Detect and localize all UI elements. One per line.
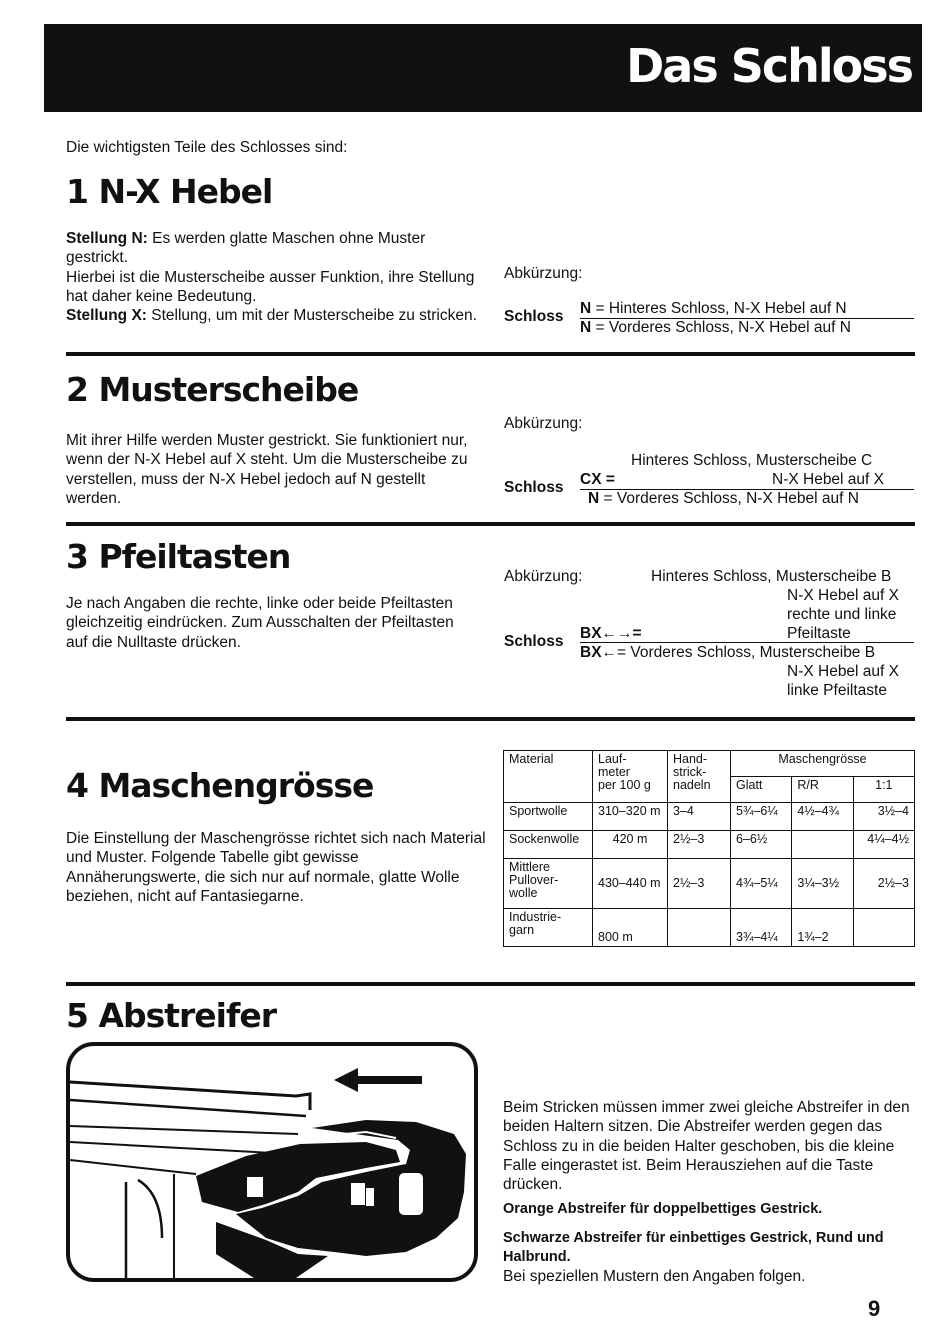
abstreifer-illustration <box>66 1042 478 1282</box>
section-3-schloss-label: Schloss <box>504 633 564 650</box>
table-cell: Mittlere Pullover- wolle <box>504 859 593 909</box>
section-5-heading: 5 Abstreifer <box>66 996 277 1035</box>
section-2-key-1: CX = <box>580 471 615 488</box>
page-title: Das Schloss <box>626 39 912 93</box>
section-1-heading: 1 N-X Hebel <box>66 172 273 211</box>
section-3-right-4: Pfeiltaste <box>787 625 851 642</box>
stellung-n-text: Es werden glatte Maschen ohne Muster gestrickt. <box>66 230 426 267</box>
abstreifer-drawing <box>66 1042 478 1282</box>
section-2-text-2: = Vorderes Schloss, N-X Hebel auf N <box>599 490 859 507</box>
table-cell: 4¾–5¼ <box>731 859 792 909</box>
section-divider-3 <box>66 717 915 721</box>
table-cell: 3½–4 <box>853 803 914 831</box>
table-header-glatt: Glatt <box>731 777 792 803</box>
table-header-laufmeter: Lauf- meter per 100 g <box>593 751 668 803</box>
section-2-text: Mit ihrer Hilfe werden Muster gestrickt. Sie funktioniert nur, wenn der N-X Hebel auf X steht. Um die Musterscheibe zu verstellen, muss der N-X Hebel jedoch auf N gestellt werden. <box>66 432 468 507</box>
table-cell: 420 m <box>593 831 668 859</box>
table-header-handstricknadeln: Hand- strick- nadeln <box>668 751 731 803</box>
section-2-schloss-label: Schloss <box>504 479 564 496</box>
table-cell: 2½–3 <box>668 831 731 859</box>
table-cell <box>668 909 731 947</box>
section-3-top-right: Hinteres Schloss, Musterscheibe B <box>651 568 892 585</box>
section-3-bottom-3: linke Pfeiltaste <box>787 682 887 699</box>
table-header-maschengroesse: Maschengrösse <box>731 751 915 777</box>
section-3-abbr-label: Abkürzung: <box>504 568 583 585</box>
table-cell: 800 m <box>593 909 668 947</box>
section-4-text: Die Einstellung der Maschengrösse richtet sich nach Material und Muster. Folgende Tabelle gibt gewisse Annäherungswerte, die sich nur auf normale, glatte Wolle beziehen, nicht auf Fantasiegarne. <box>66 830 486 905</box>
section-divider-1 <box>66 352 915 356</box>
table-cell: 4½–4¾ <box>792 803 853 831</box>
table-cell: 2½–3 <box>668 859 731 909</box>
table-row <box>504 803 915 831</box>
table-cell: 4¼–4½ <box>853 831 914 859</box>
table-header-material: Material <box>504 751 593 803</box>
table-cell: Sockenwolle <box>504 831 593 859</box>
table-cell: 3–4 <box>668 803 731 831</box>
table-cell: 430–440 m <box>593 859 668 909</box>
table-header-1-1: 1:1 <box>853 777 914 803</box>
mesh-size-table <box>503 750 915 947</box>
section-2-top-line: Hinteres Schloss, Musterscheibe C <box>631 452 873 469</box>
section-2-line-2 <box>588 489 859 508</box>
table-cell: Sportwolle <box>504 803 593 831</box>
section-2-key-2: N <box>588 490 600 507</box>
section-3-bottom-1: = Vorderes Schloss, Musterscheibe B <box>617 644 876 661</box>
section-2-text-1: N-X Hebel auf X <box>772 471 884 488</box>
section-5-text: Beim Stricken müssen immer zwei gleiche Abstreifer in den beiden Haltern sitzen. Die Abstreifer werden gegen das Schloss zu in die beiden Halter geschoben, bis die kleine Falle eingerastet ist. Beim Herausziehen auf die Taste drücken. <box>503 1099 910 1194</box>
table-cell: 2½–3 <box>853 859 914 909</box>
section-3-key-2: BX← <box>580 644 618 661</box>
section-1-key-2: N <box>580 319 592 336</box>
table-cell: 3¾–4¼ <box>731 909 792 947</box>
table-cell: Industrie- garn <box>504 909 593 947</box>
table-cell: 5¾–6¼ <box>731 803 792 831</box>
table-row <box>504 859 915 909</box>
section-3-line-2 <box>580 643 875 662</box>
section-1-key-1: N <box>580 300 592 317</box>
section-3-key-1: BX←→= <box>580 625 642 642</box>
section-3-right-3: rechte und linke <box>787 606 897 623</box>
section-2-heading: 2 Musterscheibe <box>66 370 359 409</box>
table-cell: 6–6½ <box>731 831 792 859</box>
section-1-line-1 <box>580 299 914 319</box>
table-header-rr: R/R <box>792 777 853 803</box>
table-cell <box>792 831 853 859</box>
section-1-abbr-label: Abkürzung: <box>504 265 583 282</box>
section-2-abbr-label: Abkürzung: <box>504 415 583 432</box>
table-row <box>504 909 915 947</box>
section-3-heading: 3 Pfeiltasten <box>66 537 291 576</box>
section-1-line-2 <box>580 318 851 337</box>
page-number: 9 <box>868 1296 881 1321</box>
section-3-bottom-2: N-X Hebel auf X <box>787 663 899 680</box>
section-1-paragraph: Hierbei ist die Musterscheibe ausser Funktion, ihre Stellung hat daher keine Bedeutung. <box>66 268 475 305</box>
section-1-schloss-label: Schloss <box>504 308 564 325</box>
section-5-orange-note: Orange Abstreifer für doppelbettiges Gestrick. <box>503 1201 823 1217</box>
section-1-text <box>66 229 478 325</box>
table-cell: 3¼–3½ <box>792 859 853 909</box>
stellung-x-label: Stellung X: <box>66 307 147 325</box>
section-3-right-2: N-X Hebel auf X <box>787 587 899 604</box>
table-cell: 310–320 m <box>593 803 668 831</box>
section-1-text-1: = Hinteres Schloss, N-X Hebel auf N <box>591 300 847 317</box>
table-cell: 1¾–2 <box>792 909 853 947</box>
section-divider-4 <box>66 982 915 986</box>
stellung-x-text: Stellung, um mit der Musterscheibe zu stricken. <box>146 307 477 325</box>
section-3-text: Je nach Angaben die rechte, linke oder beide Pfeiltasten gleichzeitig eindrücken. Zum Ausschalten der Pfeiltasten auf die Nulltaste drücken. <box>66 595 454 651</box>
section-divider-2 <box>66 522 915 526</box>
stellung-n-label: Stellung N: <box>66 230 148 247</box>
section-1-text-2: = Vorderes Schloss, N-X Hebel auf N <box>591 319 851 336</box>
section-4-heading: 4 Maschengrösse <box>66 766 374 805</box>
section-3-line-1 <box>580 624 914 643</box>
section-5-last-line: Bei speziellen Mustern den Angaben folgen. <box>503 1268 806 1285</box>
table-row <box>504 831 915 859</box>
header-bar <box>44 24 922 112</box>
section-5-black-note: Schwarze Abstreifer für einbettiges Gestrick, Rund und Halbrund. <box>503 1230 884 1266</box>
intro-text: Die wichtigsten Teile des Schlosses sind: <box>66 139 348 156</box>
table-cell <box>853 909 914 947</box>
section-2-line-1 <box>580 470 914 490</box>
